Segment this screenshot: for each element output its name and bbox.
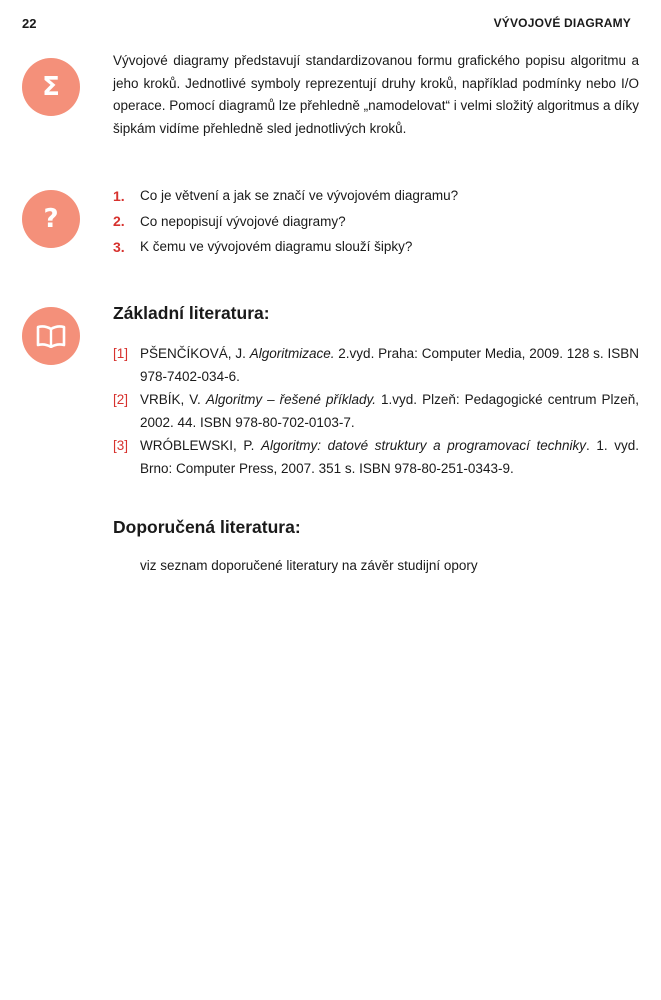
recommended-literature-heading: Doporučená literatura: <box>113 517 301 537</box>
running-head: VÝVOJOVÉ DIAGRAMY <box>493 16 631 30</box>
question-item <box>113 183 633 209</box>
sigma-icon: Σ <box>22 58 80 116</box>
question-number: 3. <box>113 238 125 255</box>
reference-title: Algoritmizace. <box>249 346 335 361</box>
reference-item <box>113 434 639 480</box>
question-item <box>113 234 633 260</box>
book-icon <box>22 307 80 365</box>
page-number: 22 <box>22 16 37 31</box>
question-item <box>113 209 633 235</box>
question-number: 1. <box>113 187 125 204</box>
question-number: 2. <box>113 213 125 230</box>
question-text: Co nepopisují vývojové diagramy? <box>140 213 346 229</box>
reference-list <box>113 342 639 480</box>
reference-title: Algoritmy: datové struktury a programovací techniky <box>261 438 586 453</box>
reference-item <box>113 388 639 434</box>
reference-text: VRBÍK, V. Algoritmy – řešené příklady. 1.vyd. Plzeň: Pedagogické centrum Plzeň, 2002. 44. ISBN 978-80-702-0103-7. <box>140 392 640 430</box>
reference-item <box>113 342 639 388</box>
question-icon: ? <box>22 190 80 248</box>
question-list <box>113 183 633 260</box>
reference-number: [1] <box>113 346 129 361</box>
question-text: Co je větvení a jak se značí ve vývojovém diagramu? <box>140 188 459 204</box>
basic-literature-heading: Základní literatura: <box>113 303 270 323</box>
reference-text: WRÓBLEWSKI, P. Algoritmy: datové struktury a programovací techniky. 1. vyd. Brno: Computer Press, 2007. 351 s. ISBN 978-80-251-0343-9. <box>140 438 639 476</box>
reference-number: [2] <box>113 392 129 407</box>
reference-title: Algoritmy – řešené příklady. <box>205 392 376 407</box>
intro-paragraph: Vývojové diagramy představují standardizovanou formu grafického popisu algoritmu a jeho kroků. Jednotlivé symboly reprezentují druhy kroků, například podmínky nebo I/O operace. Pomocí diagramů lze přehledně „namodelovat“ i velmi složitý algoritmus a díky šipkám vidíme přehledně sled jednotlivých kroků. <box>113 53 639 136</box>
recommended-literature-note: viz seznam doporučené literatury na závěr studijní opory <box>140 558 478 573</box>
reference-number: [3] <box>113 438 129 453</box>
reference-text: PŠENČÍKOVÁ, J. Algoritmizace. 2.vyd. Praha: Computer Media, 2009. 128 s. ISBN 978-7402-034-6. <box>140 346 639 384</box>
question-text: K čemu ve vývojovém diagramu slouží šipky? <box>140 239 413 255</box>
